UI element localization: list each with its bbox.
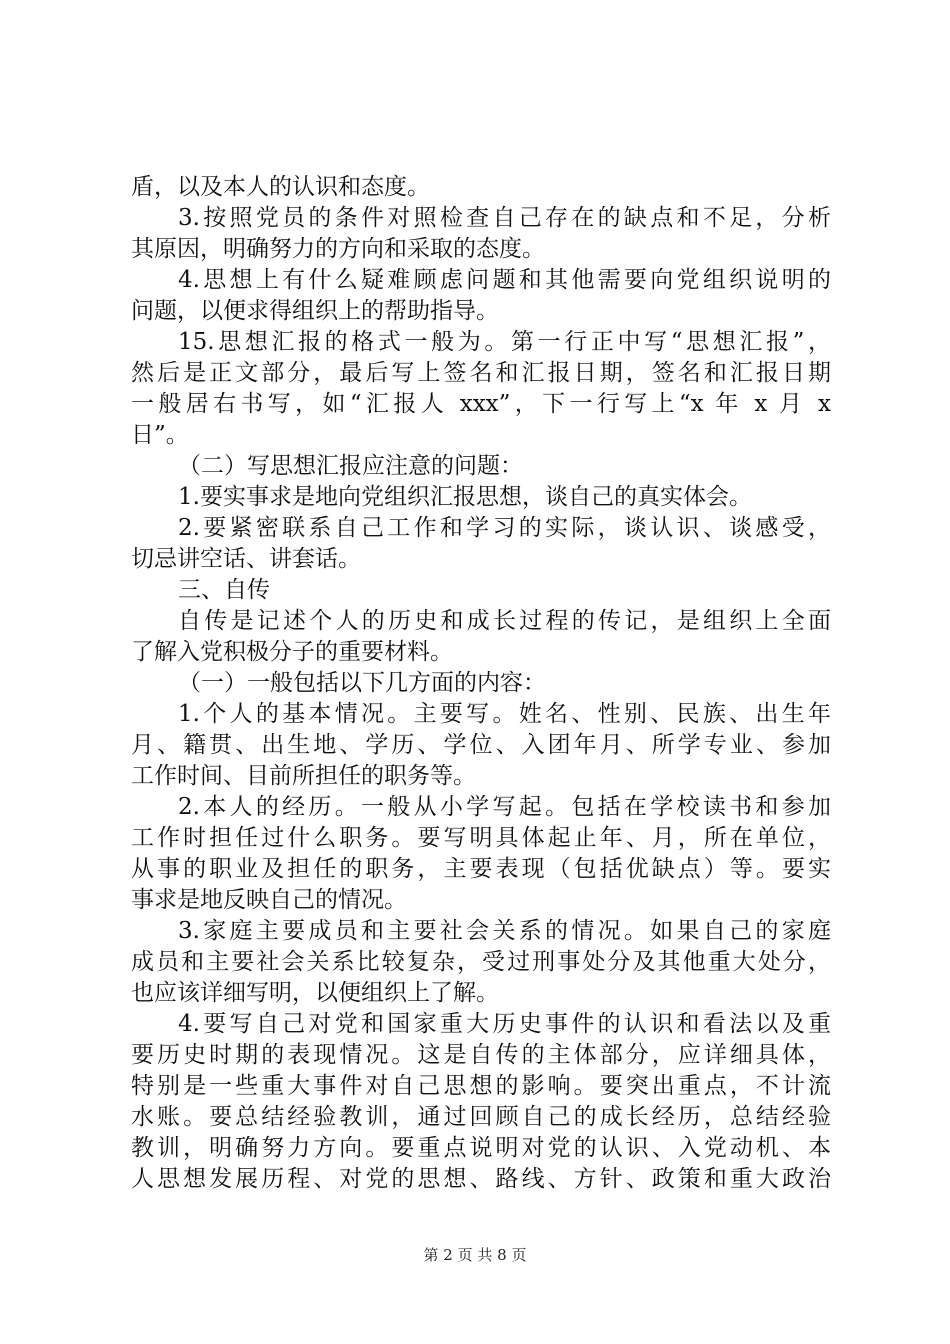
text-line: 事求是地反映自己的情况。 <box>131 887 407 913</box>
text-line: 日”。 <box>131 422 189 448</box>
text-line: 2.要紧密联系自己工作和学习的实际，谈认识、谈感受， <box>178 515 831 541</box>
text-line: 2.本人的经历。一般从小学写起。包括在学校读书和参加 <box>178 794 831 820</box>
text-line: 然后是正文部分，最后写上签名和汇报日期，签名和汇报日期 <box>131 360 831 386</box>
text-line: 1.要实事求是地向党组织汇报思想，谈自己的真实体会。 <box>178 484 752 510</box>
text-line: 也应该详细写明，以便组织上了解。 <box>131 980 499 1006</box>
text-line: 一般居右书写，如“汇报人 xxx”，下一行写上“x 年 x 月 x <box>131 391 831 417</box>
text-line: 4.要写自己对党和国家重大历史事件的认识和看法以及重 <box>178 1011 831 1037</box>
document-body <box>131 172 831 1195</box>
text-line: （一）一般包括以下几方面的内容： <box>178 670 546 696</box>
text-line: 工作时担任过什么职务。要写明具体起止年、月，所在单位， <box>131 825 831 851</box>
text-line: 特别是一些重大事件对自己思想的影响。要突出重点，不计流 <box>131 1073 831 1099</box>
text-line: 15.思想汇报的格式一般为。第一行正中写“思想汇报”， <box>178 329 831 355</box>
text-line: 自传是记述个人的历史和成长过程的传记，是组织上全面 <box>178 608 831 634</box>
text-line: 要历史时期的表现情况。这是自传的主体部分，应详细具体， <box>131 1042 831 1068</box>
text-line: 4.思想上有什么疑难顾虑问题和其他需要向党组织说明的 <box>178 267 831 293</box>
text-line: 了解入党积极分子的重要材料。 <box>131 639 453 665</box>
text-line: 人思想发展历程、对党的思想、路线、方针、政策和重大政治 <box>131 1166 831 1192</box>
text-line: 其原因，明确努力的方向和采取的态度。 <box>131 236 545 262</box>
text-line: 3.家庭主要成员和主要社会关系的情况。如果自己的家庭 <box>178 918 831 944</box>
text-line: 盾，以及本人的认识和态度。 <box>131 174 430 200</box>
text-line: 成员和主要社会关系比较复杂，受过刑事处分及其他重大处分， <box>131 949 831 975</box>
text-line: 问题，以便求得组织上的帮助指导。 <box>131 298 499 324</box>
text-line: 1.个人的基本情况。主要写。姓名、性别、民族、出生年 <box>178 701 831 727</box>
text-line: 教训，明确努力方向。要重点说明对党的认识、入党动机、本 <box>131 1135 831 1161</box>
text-line: 三、自传 <box>178 577 270 603</box>
text-line: 月、籍贯、出生地、学历、学位、入团年月、所学专业、参加 <box>131 732 831 758</box>
text-line: 3.按照党员的条件对照检查自己存在的缺点和不足，分析 <box>178 205 831 231</box>
page-footer: 第 2 页 共 8 页 <box>423 1246 527 1264</box>
text-line: （二）写思想汇报应注意的问题： <box>178 453 523 479</box>
text-line: 工作时间、目前所担任的职务等。 <box>131 763 476 789</box>
text-line: 水账。要总结经验教训，通过回顾自己的成长经历，总结经验 <box>131 1104 831 1130</box>
text-line: 切忌讲空话、讲套话。 <box>131 546 361 572</box>
text-line: 从事的职业及担任的职务，主要表现（包括优缺点）等。要实 <box>131 856 831 882</box>
